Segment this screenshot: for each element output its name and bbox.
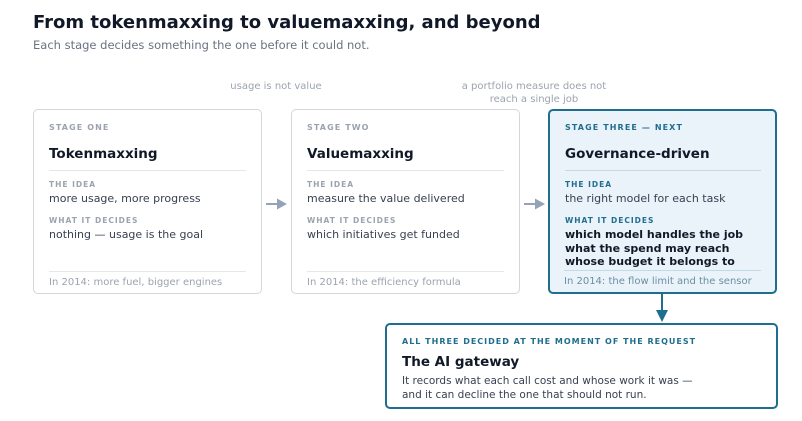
idea-text: more usage, more progress [49, 192, 201, 205]
stage-name: Valuemaxxing [307, 146, 414, 162]
transition-note-line: a portfolio measure does not [461, 81, 607, 92]
decides-list [565, 228, 761, 269]
idea-text: measure the value delivered [307, 192, 465, 205]
decides-item: which model handles the job [565, 228, 744, 241]
gateway-title: The AI gateway [402, 354, 520, 370]
stage-footer: In 2014: the flow limit and the sensor [564, 270, 761, 292]
gateway-card [385, 323, 778, 409]
idea-text: the right model for each task [565, 192, 726, 205]
transition-note-2 [455, 80, 613, 106]
stage-card-governance-driven [548, 109, 777, 294]
stage-label: STAGE TWO [307, 123, 370, 132]
gateway-body-line: It records what each call cost and whose work it was — [402, 375, 693, 387]
stage-footer: In 2014: more fuel, bigger engines [49, 271, 246, 293]
gateway-body-line: and it can decline the one that should not run. [402, 388, 647, 401]
idea-label: THE IDEA [49, 180, 97, 189]
divider [307, 170, 504, 171]
stage-label: STAGE THREE — NEXT [565, 123, 684, 132]
arrow-right-icon [266, 197, 288, 211]
decides-item: which initiatives get funded [307, 228, 460, 241]
stage-card-valuemaxxing [291, 109, 520, 294]
transition-note-1 [208, 80, 344, 93]
divider [49, 170, 246, 171]
decides-list [49, 228, 246, 242]
idea-label: THE IDEA [307, 180, 355, 189]
decides-item: nothing — usage is the goal [49, 228, 204, 241]
arrow-right-icon [524, 197, 546, 211]
transition-note-line: usage is not value [230, 81, 322, 92]
gateway-body [402, 375, 761, 402]
stage-name: Tokenmaxxing [49, 146, 158, 162]
decides-label: WHAT IT DECIDES [307, 216, 397, 225]
divider [565, 170, 761, 171]
idea-label: THE IDEA [565, 180, 613, 189]
decides-label: WHAT IT DECIDES [565, 216, 655, 225]
stage-card-tokenmaxxing [33, 109, 262, 294]
page-title: From tokenmaxxing to valuemaxxing, and beyond [33, 12, 541, 33]
gateway-label: ALL THREE DECIDED AT THE MOMENT OF THE REQUEST [402, 337, 697, 346]
decides-list [307, 228, 504, 242]
arrow-down-icon [654, 294, 670, 323]
stage-name: Governance-driven [565, 146, 710, 162]
decides-item: what the spend may reach [565, 241, 730, 255]
decides-label: WHAT IT DECIDES [49, 216, 139, 225]
page-subtitle: Each stage decides something the one before it could not. [33, 38, 370, 52]
stage-footer: In 2014: the efficiency formula [307, 271, 504, 293]
transition-note-line: reach a single job [489, 94, 579, 105]
stage-label: STAGE ONE [49, 123, 110, 132]
decides-item: whose budget it belongs to [565, 255, 735, 268]
